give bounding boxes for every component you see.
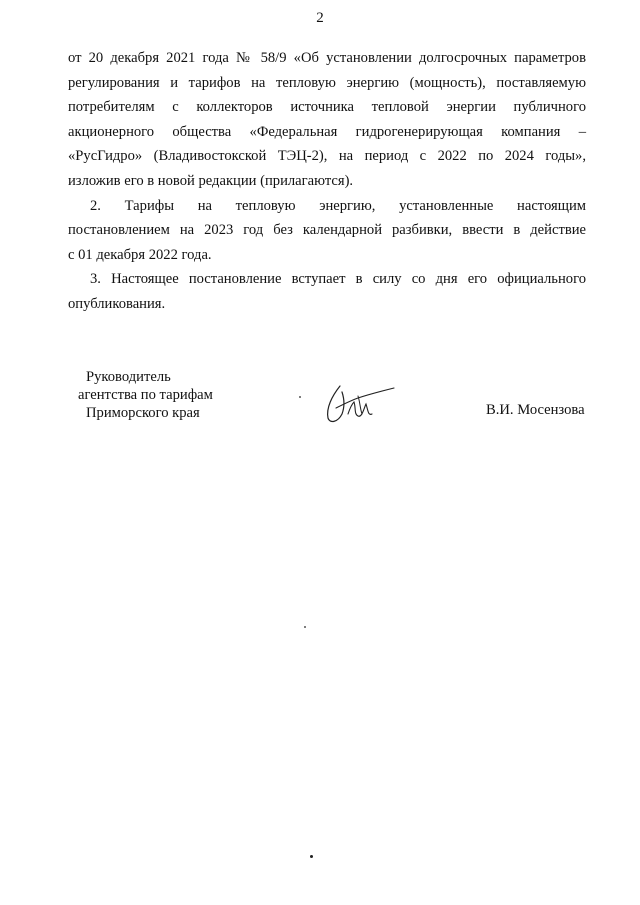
text-line: с 01 декабря 2022 года. [68, 246, 212, 263]
signatory-title-line: Руководитель [86, 369, 171, 385]
text-line: постановлением на 2023 год без календарной разбивки, ввести в действие [68, 222, 586, 239]
scan-speck [304, 626, 306, 628]
text-line: 3. Настоящее постановление вступает в силу со дня его официального [90, 271, 586, 288]
signatory-title [78, 368, 213, 422]
paragraph-1 [68, 46, 586, 194]
text-line: опубликования. [68, 295, 166, 312]
paragraph-2 [68, 194, 586, 268]
scan-speck [299, 396, 301, 398]
signatory-title-line: агентства по тарифам [78, 387, 213, 403]
scan-speck [310, 855, 313, 858]
text-line: акционерного общества «Федеральная гидрогенерирующая компания – [68, 123, 586, 140]
text-line: потребителям с коллекторов источника тепловой энергии публичного [68, 99, 586, 116]
signatory-name: В.И. Мосензова [486, 402, 585, 418]
text-line: от 20 декабря 2021 года № 58/9 «Об установлении долгосрочных параметров [68, 50, 586, 66]
text-line: 2. Тарифы на тепловую энергию, установленные настоящим [90, 197, 586, 214]
signatory-title-line: Приморского края [86, 405, 200, 421]
page-number: 2 [316, 10, 324, 26]
text-line: изложив его в новой редакции (прилагаются). [68, 172, 354, 189]
text-line: регулирования и тарифов на тепловую энергию (мощность), поставляемую [68, 74, 586, 91]
paragraph-3 [68, 267, 586, 316]
document-body [68, 46, 586, 317]
text-line: «РусГидро» (Владивостокской ТЭЦ-2), на период с 2022 по 2024 годы», [68, 148, 586, 165]
handwritten-signature [318, 378, 402, 430]
